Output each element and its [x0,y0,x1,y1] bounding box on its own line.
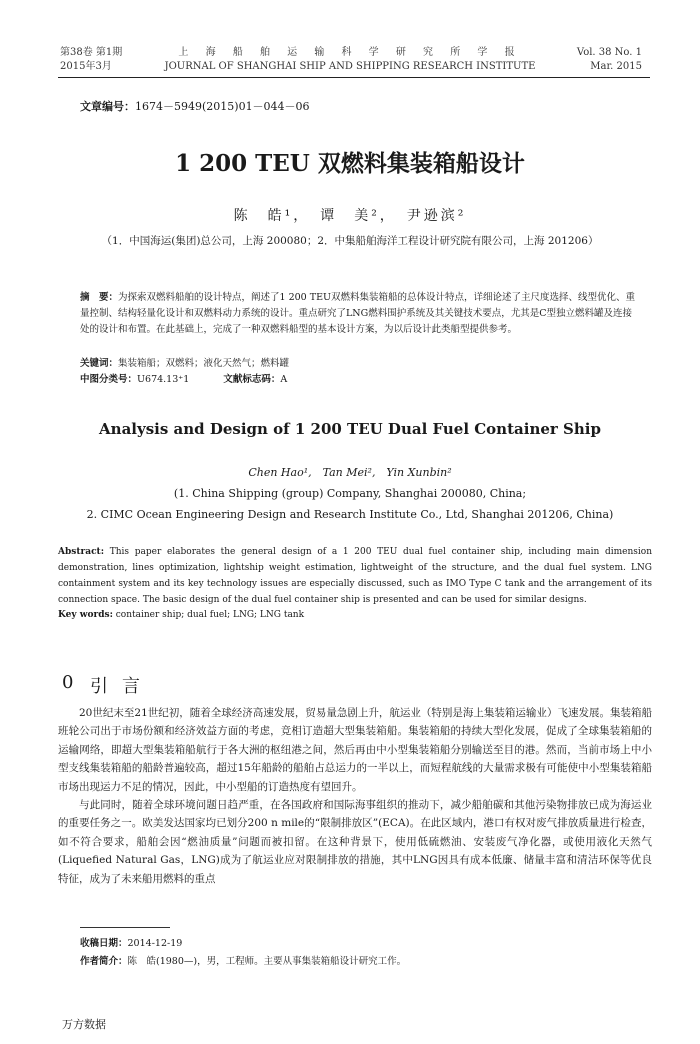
affiliations-cn: （1．中国海运(集团)总公司，上海 200080；2．中集船舶海洋工程设计研究院有限公司，上海 201206） [101,235,599,247]
body-paragraph-1: 20世纪末至21世纪初，随着全球经济高速发展，贸易量急剧上升，航运业（特别是海上集装箱运输业）飞速发展。集装箱船班轮公司出于市场份额和经济效益方面的考虑，竞相订造超大型集装箱船。集装箱船的持续大型化发展，促成了全球集装箱船的运输网络，即超大型集装箱船航行于各大洲的枢纽港之间，然后再由中小型集装箱船分别输送至目的港。然而，当前市场上中小型支线集装箱船的船龄普遍较高，超过15年船龄的船舶占总运力的一半以上，而短程航线的大量需求极有可能使中小型集装箱船市场出现运力不足的情况，因此，中小型船的订造热度有望回升。 [58,707,652,793]
watermark: 万方数据 [62,1018,106,1031]
doc-code-label: 文献标志码： [223,374,281,385]
footnote-author [80,953,406,967]
header-date-cn: 2015年3月 [60,61,112,72]
header-volume-en: Vol. 38 No. 1 [576,47,642,58]
footnote-divider [80,927,170,928]
abstract-cn [80,290,640,338]
header-journal-cn: 上 海 船 舶 运 输 科 学 研 究 所 学 报 [178,47,522,58]
article-number-value: 1674－5949(2015)01－044－06 [135,100,310,113]
keywords-en [58,610,652,620]
abstract-cn-text: 为探索双燃料船舶的设计特点，阐述了1 200 TEU双燃料集装箱船的总体设计特点，详细论述了主尺度选择、线型优化、重量控制、结构轻量化设计和双燃料动力系统的设计。重点研究了LNG燃料围护系统及其关键技术要点，尤其是C型独立燃料罐及连接处的设计和布置。在此基础上，完成了一种双燃料船型的基本设计方案，为以后设计此类船型提供参考。 [80,292,636,335]
affiliation-en-1: (1. China Shipping (group) Company, Shanghai 200080, China; [173,487,527,500]
keywords-en-text: container ship; dual fuel; LNG; LNG tank [112,610,305,620]
header-journal [150,46,550,74]
header-volume [60,46,122,74]
header-volume-en-block [577,46,642,74]
abstract-en [58,544,652,608]
footnote-received [80,935,182,949]
header-volume-cn: 第38卷 第1期 [60,47,123,58]
keywords-en-label: Key words: [58,610,113,620]
title-en: Analysis and Design of 1 200 TEU Dual Fuel Container Ship [99,420,601,438]
header-divider [58,77,650,78]
classification-line [80,372,640,388]
doc-code-value: A [280,374,288,385]
clc-value: U674.13⁺1 [137,374,190,385]
article-number [80,98,310,114]
body-text [58,704,652,888]
clc-label: 中图分类号： [80,374,138,385]
section-number: 0 [62,672,74,693]
keywords-cn-label: 关键词： [80,358,119,369]
body-paragraph-2: 与此同时，随着全球环境问题日趋严重，在各国政府和国际海事组织的推动下，减少船舶碳和其他污染物排放已成为海运业的重要任务之一。欧美发达国家均已划分200 n mile的“限制排放区”(ECA)。在此区域内，港口有权对废气排放质量进行检查，如不符合要求，船舶会因“燃油质量”问题而被扣留。在这种背景下，使用低硫燃油、安装废气净化器，或使用液化天然气(Liquefied Natural Gas，LNG)成为了航运业应对限制排放的措施，其中LNG因具有成本低廉、储量丰富和清洁环保等优良特征，成为了未来船用燃料的重点 [58,799,652,885]
footnote-received-value: 2014-12-19 [127,938,183,949]
keywords-cn [80,356,640,372]
section-title: 引言 [90,676,154,697]
footnote-author-value: 陈 皓(1980—)，男，工程师。主要从事集装箱船设计研究工作。 [127,956,407,967]
article-number-label: 文章编号： [80,100,135,113]
header-journal-en: JOURNAL OF SHANGHAI SHIP AND SHIPPING RESEARCH INSTITUTE [164,61,536,72]
abstract-en-text: This paper elaborates the general design of a 1 200 TEU dual fuel container ship, including main dimension demonstration, lines optimization, lightship weight estimation, lightweight of the structure, and the dual fuel system. LNG containment system and its key technology issues are especially discussed, such as IMO Type C tank and the arrangement of its connection space. The basic design of the dual fuel container ship is presented and can be used for similar designs. [58,547,652,605]
footnote-author-label: 作者简介： [80,956,128,967]
header-date-en: Mar. 2015 [590,61,642,72]
footnote-received-label: 收稿日期： [80,938,128,949]
authors-en: Chen Hao¹, Tan Mei², Yin Xunbin² [248,466,452,479]
affiliation-en-2: 2. CIMC Ocean Engineering Design and Research Institute Co., Ltd, Shanghai 201206, China) [86,508,614,521]
keywords-cn-text: 集装箱船；双燃料；液化天然气；燃料罐 [118,358,290,369]
title-cn: 1 200 TEU 双燃料集装箱船设计 [175,150,525,177]
abstract-en-label: Abstract: [58,547,105,557]
abstract-cn-label: 摘 要： [80,292,119,303]
authors-cn: 陈 皓¹， 谭 美²， 尹逊滨² [233,208,467,224]
